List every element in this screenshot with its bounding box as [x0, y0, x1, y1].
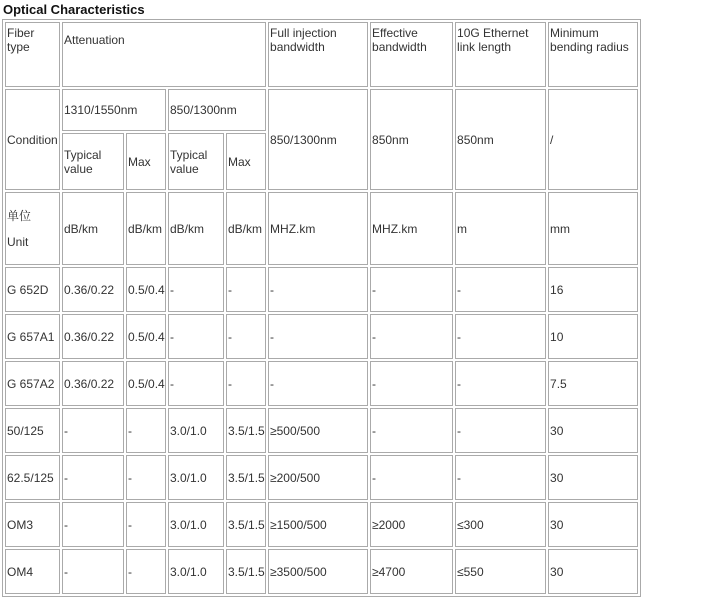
table-row [5, 361, 638, 406]
condition-band-1310: 1310/1550nm [62, 89, 166, 131]
table-cell: 0.5/0.4 [126, 314, 166, 359]
header-effective-line1: Effective [372, 26, 418, 40]
unit-label-en: Unit [7, 234, 29, 249]
table-cell: - [226, 314, 266, 359]
condition-typical-1310 [62, 133, 124, 190]
table-cell: 0.5/0.4 [126, 267, 166, 312]
header-fiber-type-line1: Fiber [7, 26, 35, 40]
table-cell: ≥2000 [370, 502, 453, 547]
table-cell: 0.5/0.4 [126, 361, 166, 406]
fiber-type-cell: 62.5/125 [5, 455, 60, 500]
header-ethernet [455, 22, 546, 87]
condition-band-850: 850/1300nm [168, 89, 266, 131]
table-cell: 3.5/1.5 [226, 408, 266, 453]
table-cell: 30 [548, 549, 638, 594]
table-cell: - [62, 502, 124, 547]
header-attenuation [62, 22, 266, 87]
unit-cell: dB/km [62, 192, 124, 265]
table-cell: - [126, 502, 166, 547]
unit-row [5, 192, 638, 265]
table-cell: - [168, 267, 224, 312]
table-cell: ≥1500/500 [268, 502, 368, 547]
fiber-type-cell: 50/125 [5, 408, 60, 453]
table-cell: - [370, 455, 453, 500]
condition-max-850: Max [226, 133, 266, 190]
table-cell: 7.5 [548, 361, 638, 406]
header-bending-line2: bending radius [550, 40, 629, 54]
table-cell: 3.0/1.0 [168, 549, 224, 594]
condition-bending: / [548, 89, 638, 190]
table-cell: ≤300 [455, 502, 546, 547]
table-cell: - [168, 314, 224, 359]
table-cell: - [268, 361, 368, 406]
table-cell: - [126, 549, 166, 594]
condition-typical-850-line2: value [170, 161, 199, 176]
table-cell: - [126, 408, 166, 453]
table-cell: 3.5/1.5 [226, 455, 266, 500]
condition-ethernet: 850nm [455, 89, 546, 190]
unit-cell: dB/km [168, 192, 224, 265]
table-cell: 30 [548, 455, 638, 500]
fiber-type-cell: G 657A2 [5, 361, 60, 406]
table-cell: - [455, 455, 546, 500]
table-cell: ≥4700 [370, 549, 453, 594]
header-full-injection [268, 22, 368, 87]
condition-full-injection: 850/1300nm [268, 89, 368, 190]
unit-cell: MHZ.km [370, 192, 453, 265]
header-effective-line2: bandwidth [372, 40, 427, 54]
table-cell: 3.0/1.0 [168, 502, 224, 547]
header-bending-line1: Minimum [550, 26, 599, 40]
table-cell: - [455, 267, 546, 312]
table-cell: 0.36/0.22 [62, 314, 124, 359]
table-cell: - [370, 314, 453, 359]
table-cell: 3.0/1.0 [168, 408, 224, 453]
table-cell: ≥500/500 [268, 408, 368, 453]
fiber-type-cell: G 657A1 [5, 314, 60, 359]
table-cell: ≥3500/500 [268, 549, 368, 594]
table-cell: - [370, 267, 453, 312]
table-cell: - [168, 361, 224, 406]
header-ethernet-line2: link length [457, 40, 512, 54]
condition-typical-850 [168, 133, 224, 190]
table-cell: - [62, 455, 124, 500]
header-full-injection-line1: Full injection [270, 26, 337, 40]
header-full-injection-line2: bandwidth [270, 40, 325, 54]
table-cell: 16 [548, 267, 638, 312]
table-cell: - [268, 267, 368, 312]
table-cell: 0.36/0.22 [62, 267, 124, 312]
table-row [5, 267, 638, 312]
table-cell: - [226, 267, 266, 312]
table-cell: - [226, 361, 266, 406]
header-ethernet-line1: 10G Ethernet [457, 26, 529, 40]
table-cell: - [455, 314, 546, 359]
condition-typical-850-line1: Typical [170, 147, 208, 162]
condition-typical-1310-line2: value [64, 161, 93, 176]
header-bending [548, 22, 638, 87]
header-attenuation-label: Attenuation [64, 33, 125, 47]
unit-cell: m [455, 192, 546, 265]
header-row [5, 22, 638, 87]
unit-cell: mm [548, 192, 638, 265]
unit-cell: dB/km [126, 192, 166, 265]
unit-cell: MHZ.km [268, 192, 368, 265]
table-row [5, 502, 638, 547]
table-cell: - [370, 408, 453, 453]
table-cell: - [455, 361, 546, 406]
table-cell: ≤550 [455, 549, 546, 594]
fiber-type-cell: G 652D [5, 267, 60, 312]
optical-characteristics-table-wrapper [2, 19, 641, 597]
table-cell: - [62, 549, 124, 594]
table-cell: ≥200/500 [268, 455, 368, 500]
header-fiber-type [5, 22, 60, 87]
table-cell: 30 [548, 408, 638, 453]
table-cell: 3.5/1.5 [226, 549, 266, 594]
condition-label: Condition [5, 89, 60, 190]
optical-characteristics-table [2, 19, 641, 597]
fiber-type-cell: OM4 [5, 549, 60, 594]
condition-row [5, 89, 638, 131]
table-cell: 0.36/0.22 [62, 361, 124, 406]
fiber-type-cell: OM3 [5, 502, 60, 547]
table-cell: - [62, 408, 124, 453]
unit-label-cn: 单位 [7, 208, 32, 223]
table-cell: 10 [548, 314, 638, 359]
table-cell: - [455, 408, 546, 453]
unit-cell: dB/km [226, 192, 266, 265]
table-cell: 3.5/1.5 [226, 502, 266, 547]
page-title: Optical Characteristics [3, 2, 145, 17]
table-cell: - [268, 314, 368, 359]
table-row [5, 314, 638, 359]
condition-typical-1310-line1: Typical [64, 147, 102, 162]
header-fiber-type-line2: type [7, 40, 30, 54]
condition-max-1310: Max [126, 133, 166, 190]
table-row [5, 549, 638, 594]
table-cell: - [126, 455, 166, 500]
table-cell: 3.0/1.0 [168, 455, 224, 500]
table-row [5, 455, 638, 500]
header-effective [370, 22, 453, 87]
unit-label [5, 192, 60, 265]
table-cell: - [370, 361, 453, 406]
table-cell: 30 [548, 502, 638, 547]
condition-effective: 850nm [370, 89, 453, 190]
table-row [5, 408, 638, 453]
